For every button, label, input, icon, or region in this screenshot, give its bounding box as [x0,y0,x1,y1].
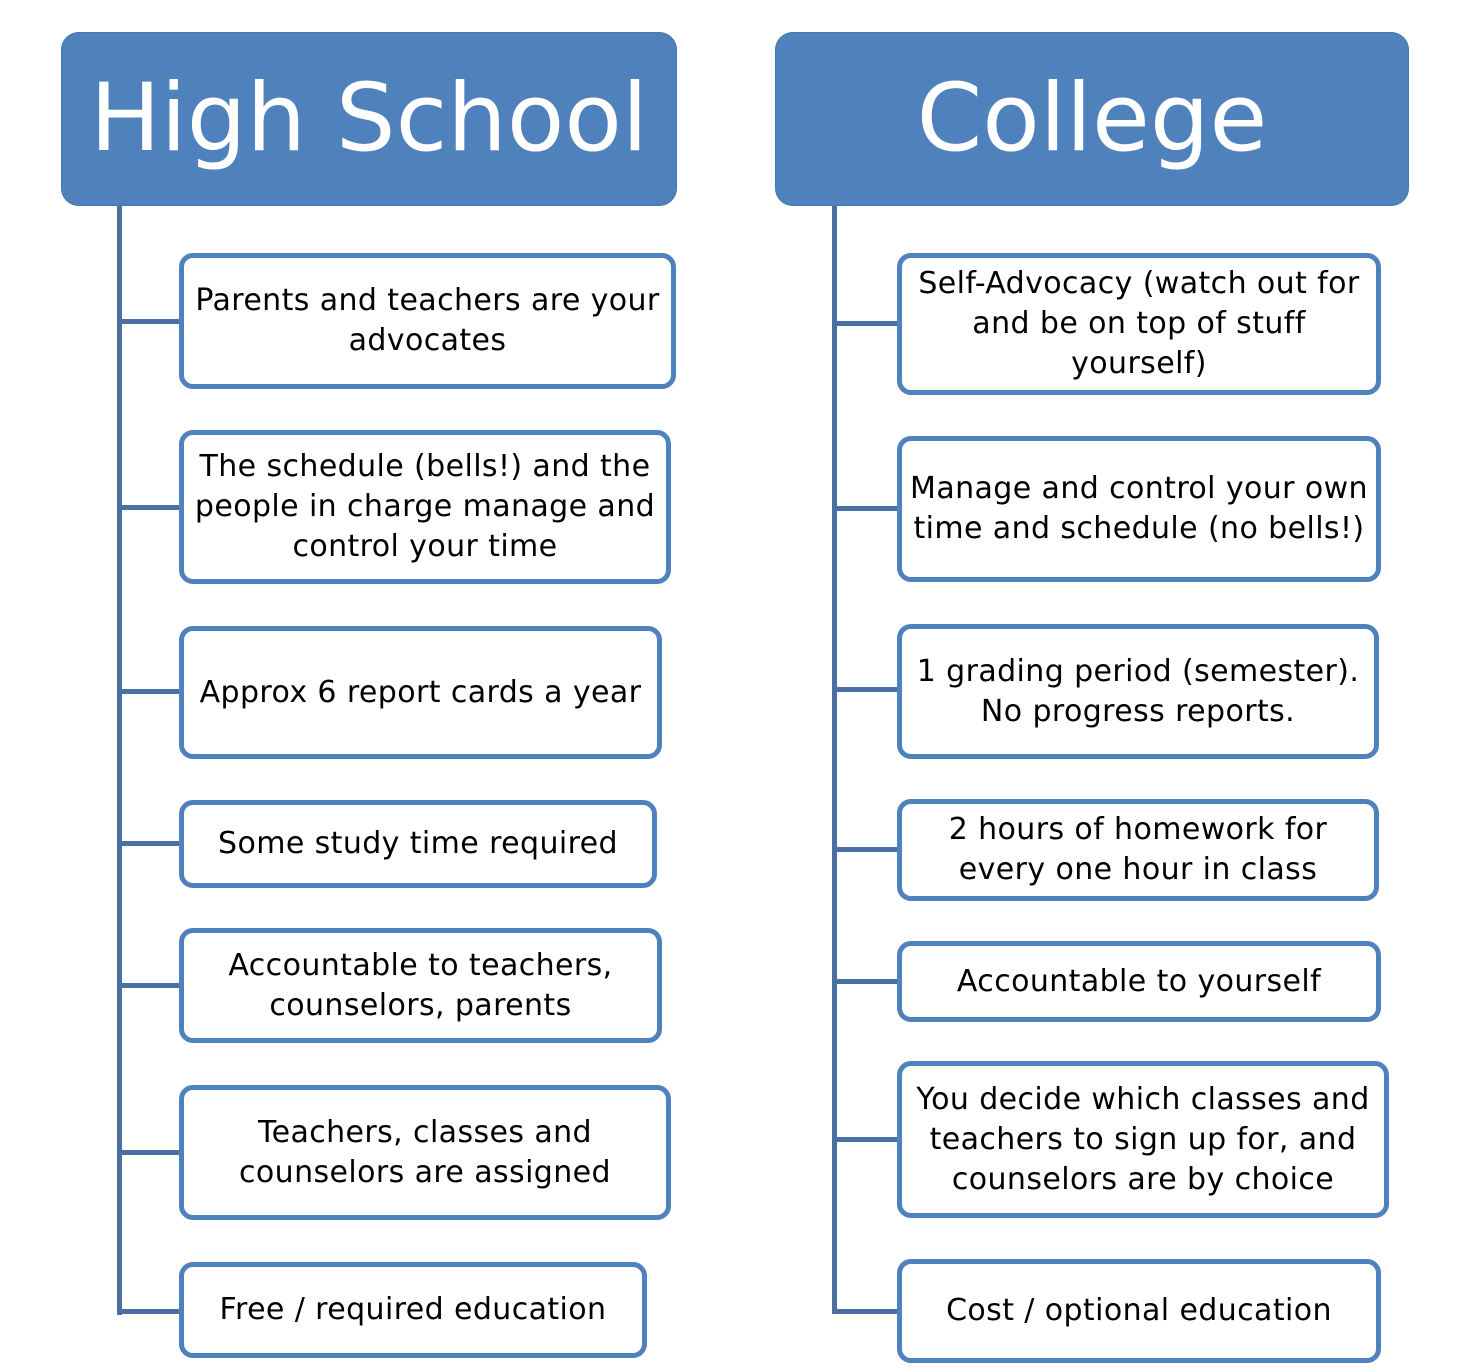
college-item-text: 1 grading period (semester). No progress reports. [916,653,1360,729]
high-school-item-text: The schedule (bells!) and the people in charge manage and control your time [194,449,656,564]
college-title: College [916,64,1268,173]
college-item-text: 2 hours of homework for every one hour in class [948,812,1328,887]
high-school-branch-connector [117,1309,181,1314]
college-item-text: Self-Advocacy (watch out for and be on top of stuff yourself) [918,266,1360,381]
high-school-item [179,928,662,1043]
high-school-item-text: Approx 6 report cards a year [199,674,642,710]
high-school-item-text: Parents and teachers are your advocates [195,283,660,358]
high-school-item-text: Free / required education [219,1292,607,1327]
high-school-item [179,430,671,584]
college-branch-connector [832,321,899,326]
college-item [897,1259,1381,1363]
college-item [897,799,1379,901]
high-school-branch-connector [117,1150,181,1155]
college-item-text: Accountable to yourself [956,963,1322,999]
high-school-title: High School [90,64,648,173]
high-school-item-text: Accountable to teachers, counselors, parents [228,947,613,1023]
college-branch-connector [832,506,899,511]
high-school-branch-connector [117,841,181,846]
high-school-item-text: Some study time required [218,826,618,861]
college-item [897,436,1381,582]
college-item-text: You decide which classes and teachers to sign up for, and counselors are by choice [916,1081,1370,1197]
college-item-text: Cost / optional education [946,1293,1332,1328]
college-branch-connector [832,847,899,852]
high-school-branch-connector [117,505,181,510]
college-item [897,941,1381,1022]
high-school-header [61,32,677,206]
high-school-item [179,800,657,888]
college-item [897,1061,1389,1218]
college-branch-connector [832,979,899,984]
high-school-branch-connector [117,689,181,694]
college-branch-connector [832,1309,899,1314]
high-school-branch-connector [117,983,181,988]
college-item [897,624,1379,759]
college-branch-connector [832,1137,899,1142]
high-school-item [179,1085,671,1220]
college-item [897,253,1381,395]
college-branch-connector [832,687,899,692]
college-item-text: Manage and control your own time and schedule (no bells!) [910,471,1368,546]
college-header [775,32,1409,206]
high-school-item [179,1262,647,1358]
high-school-branch-connector [117,319,181,324]
high-school-trunk-connector [117,206,122,1315]
high-school-item [179,626,662,759]
high-school-item [179,253,676,389]
high-school-item-text: Teachers, classes and counselors are assigned [239,1114,611,1190]
college-trunk-connector [832,206,837,1314]
